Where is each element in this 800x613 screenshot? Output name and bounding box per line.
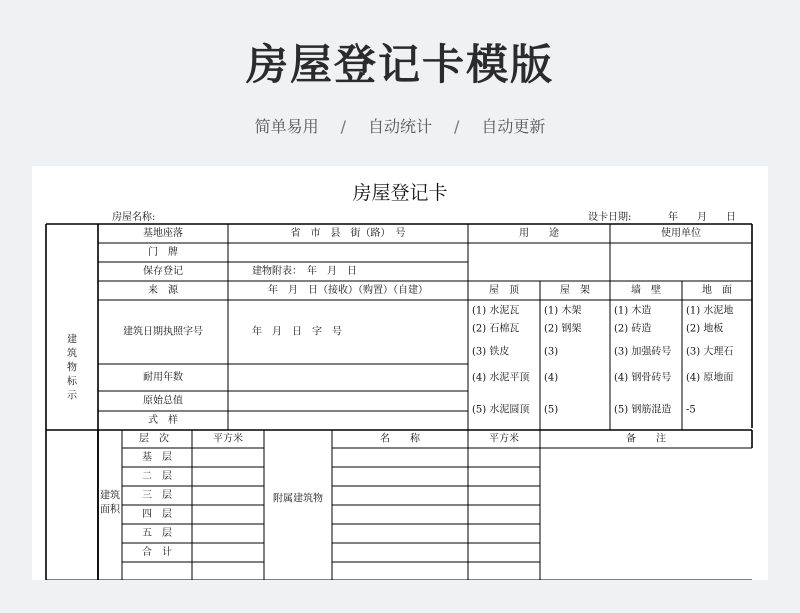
card-date-month: 月 bbox=[697, 212, 707, 223]
section-label-char: 标 bbox=[67, 376, 77, 388]
address-line: 省 市 县 街（路） 号 bbox=[290, 228, 406, 239]
wall-option: (3) 加强砖号 bbox=[614, 346, 672, 358]
source-line: 年 月 日（接收）（购置）（自建） bbox=[268, 285, 428, 296]
header-wall: 墙 壁 bbox=[631, 285, 661, 296]
label-durable-years: 耐用年数 bbox=[143, 372, 183, 383]
separator: / bbox=[340, 117, 346, 136]
header-floor-level: 层 次 bbox=[139, 433, 169, 445]
floor-option: (2) 地板 bbox=[686, 323, 724, 335]
floor-row-label: 合 计 bbox=[142, 547, 172, 558]
header-floor: 地 面 bbox=[702, 285, 732, 296]
label-registration: 保存登记 bbox=[143, 266, 183, 277]
header-remarks: 备 注 bbox=[626, 433, 666, 445]
frame-option: (2) 钢架 bbox=[544, 323, 582, 335]
floor-row-label: 三 层 bbox=[142, 490, 172, 501]
floor-option: (1) 水泥地 bbox=[686, 305, 734, 317]
frame-option: (1) 木架 bbox=[544, 305, 582, 317]
header-use: 用 途 bbox=[519, 228, 559, 239]
frame-option: (3) bbox=[544, 346, 559, 358]
section-label-char: 示 bbox=[67, 390, 77, 402]
header-annex-sqm: 平方米 bbox=[489, 433, 519, 445]
roof-option: (3) 铁皮 bbox=[472, 346, 510, 358]
header-sqm: 平方米 bbox=[213, 433, 243, 445]
label-original-value: 原始总值 bbox=[143, 395, 183, 407]
wall-option: (4) 钢骨砖号 bbox=[614, 372, 672, 384]
header-frame: 屋 架 bbox=[560, 285, 590, 296]
area-label-line2: 面积 bbox=[100, 504, 120, 516]
license-line: 年 月 日 字 号 bbox=[252, 326, 342, 338]
card-date-year: 年 bbox=[668, 212, 678, 223]
floor-row-label: 四 层 bbox=[142, 509, 172, 520]
feature-tagline bbox=[0, 114, 800, 137]
floor-option: (3) 大理石 bbox=[686, 346, 734, 358]
floor-option: -5 bbox=[686, 404, 696, 416]
roof-option: (2) 石棉瓦 bbox=[472, 323, 520, 335]
label-door: 门 牌 bbox=[148, 247, 178, 258]
feature-auto-update: 自动更新 bbox=[481, 117, 546, 136]
floor-row-label: 基 层 bbox=[142, 452, 172, 463]
floor-row-label: 二 层 bbox=[142, 471, 172, 482]
feature-auto-stat: 自动统计 bbox=[367, 117, 432, 136]
feature-easy: 简单易用 bbox=[254, 117, 319, 136]
floor-row-label: 五 层 bbox=[142, 528, 172, 539]
section-label-char: 筑 bbox=[67, 348, 77, 360]
wall-option: (5) 钢筋混造 bbox=[614, 404, 672, 416]
card-date-label: 设卡日期: bbox=[588, 212, 632, 223]
house-name-label: 房屋名称: bbox=[112, 212, 156, 223]
section-label-char: 物 bbox=[67, 362, 77, 374]
label-build-license: 建筑日期执照字号 bbox=[123, 326, 203, 338]
roof-option: (5) 水泥圆顶 bbox=[472, 404, 530, 416]
label-location: 基地座落 bbox=[143, 228, 183, 239]
frame-option: (5) bbox=[544, 404, 559, 416]
page-title: 房屋登记卡模版 bbox=[245, 40, 554, 89]
roof-option: (1) 水泥瓦 bbox=[472, 305, 520, 317]
card-title: 房屋登记卡 bbox=[352, 182, 448, 204]
registration-card bbox=[32, 166, 768, 580]
card-grid bbox=[32, 166, 768, 580]
wall-option: (1) 木造 bbox=[614, 305, 652, 317]
header-annex-name: 名 称 bbox=[380, 433, 420, 445]
section-label-char: 建 bbox=[67, 334, 77, 346]
separator: / bbox=[454, 117, 460, 136]
frame-option: (4) bbox=[544, 372, 559, 384]
label-style: 式 样 bbox=[148, 415, 178, 426]
header-user-unit: 使用单位 bbox=[661, 228, 701, 239]
header-roof: 屋 顶 bbox=[489, 285, 519, 296]
wall-option: (2) 砖造 bbox=[614, 323, 652, 335]
label-source: 来 源 bbox=[148, 285, 178, 296]
roof-option: (4) 水泥平顶 bbox=[472, 372, 530, 384]
area-label-line1: 建筑 bbox=[100, 490, 120, 502]
attachment-line: 建物附表： 年 月 日 bbox=[252, 266, 357, 277]
annex-label: 附属建筑物 bbox=[273, 493, 323, 505]
card-date-day: 日 bbox=[726, 212, 736, 223]
floor-option: (4) 原地面 bbox=[686, 372, 734, 384]
